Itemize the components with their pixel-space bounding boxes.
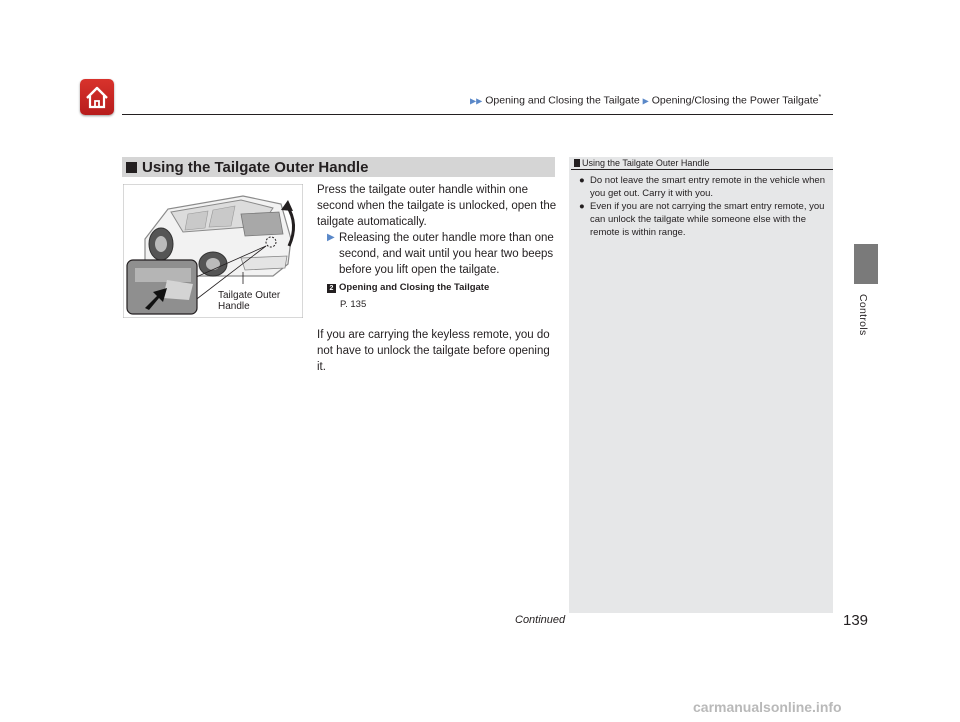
cross-reference-title: Opening and Closing the Tailgate (339, 282, 490, 293)
chapter-label: Controls (857, 294, 869, 336)
note-title-text: Using the Tailgate Outer Handle (582, 158, 710, 168)
figure-callout (218, 290, 280, 312)
note-item-text: Even if you are not carrying the smart entry remote, you can unlock the tailgate while someone else with the remote is within range. (590, 201, 825, 238)
cross-reference-link[interactable] (327, 280, 557, 296)
note-title (574, 158, 709, 168)
body-paragraph-1: Press the tailgate outer handle within one second when the tailgate is unlocked, open the tailgate automatically. (317, 184, 557, 228)
page-number: 139 (843, 612, 869, 629)
note-item (576, 200, 826, 239)
note-list (576, 174, 826, 239)
breadcrumb-marker: * (818, 94, 822, 101)
figure-callout-line2: Handle (218, 301, 250, 312)
breadcrumb-arrow-icon: ▶ (642, 96, 649, 106)
breadcrumb-link-tailgate[interactable]: Opening and Closing the Tailgate (485, 94, 640, 107)
watermark: carmanualsonline.info (693, 699, 842, 715)
note-item-text: Do not leave the smart entry remote in the vehicle when you get out. Carry it with you. (590, 175, 825, 199)
section-title: Using the Tailgate Outer Handle (142, 158, 369, 176)
tailgate-figure (123, 184, 303, 318)
note-divider (571, 169, 833, 170)
cross-reference-page: P. 135 (340, 299, 367, 310)
body-paragraph-2: If you are carrying the keyless remote, you do not have to unlock the tailgate before opening it. (317, 329, 550, 373)
chapter-tab[interactable] (854, 244, 878, 284)
breadcrumb-arrow-icon: ▶▶ (470, 96, 483, 106)
header-divider (122, 114, 833, 115)
home-icon (80, 79, 114, 115)
body-subnote-text: Releasing the outer handle more than one second, and wait until you hear two beeps before you lift open the tailgate. (339, 232, 554, 276)
home-button[interactable] (80, 79, 114, 115)
continued-label: Continued (515, 614, 566, 626)
reference-icon: 2 (327, 284, 336, 293)
breadcrumb (470, 94, 821, 107)
bullet-icon: ● (579, 175, 585, 186)
body-subnote (327, 230, 557, 278)
note-icon (574, 159, 580, 167)
body-text (317, 182, 557, 375)
breadcrumb-link-power-tailgate[interactable]: Opening/Closing the Power Tailgate (651, 94, 819, 107)
note-item (576, 174, 826, 200)
section-square-icon (126, 162, 137, 173)
subnote-arrow-icon: ▶ (327, 232, 335, 243)
section-heading-bar (122, 157, 555, 177)
bullet-icon: ● (579, 201, 585, 212)
figure-callout-line1: Tailgate Outer (218, 290, 281, 301)
